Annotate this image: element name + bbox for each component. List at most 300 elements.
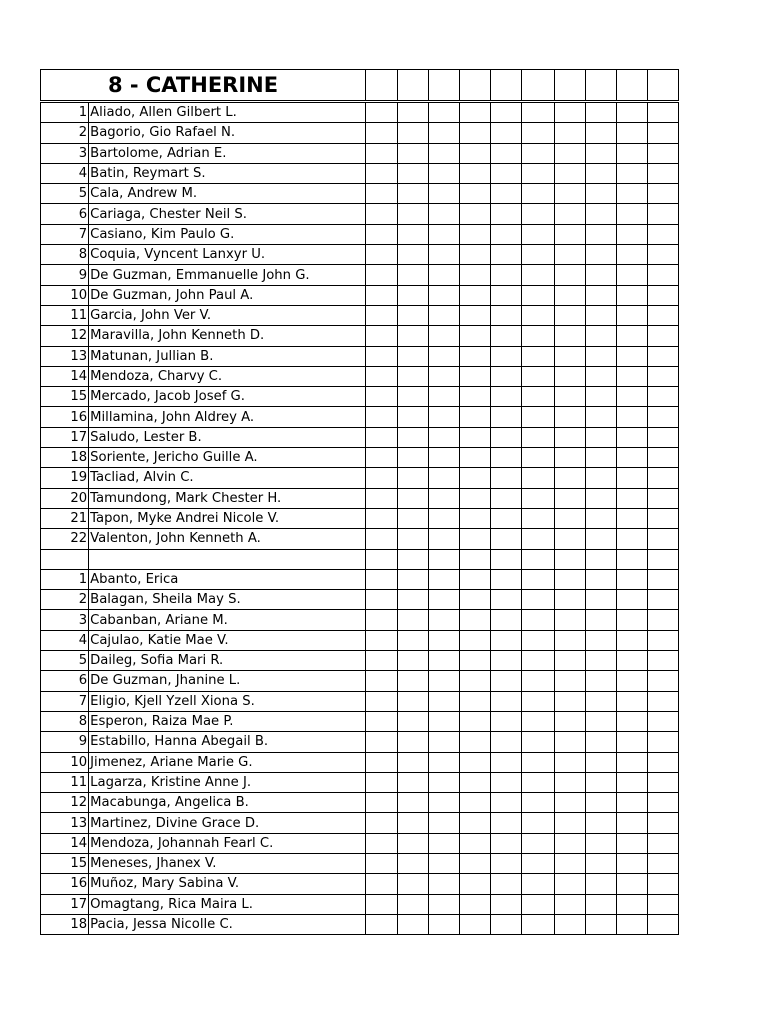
blank-cell[interactable] — [366, 813, 398, 833]
blank-cell[interactable] — [522, 326, 554, 346]
blank-cell[interactable] — [522, 630, 554, 650]
blank-cell[interactable] — [554, 143, 585, 163]
blank-cell[interactable] — [398, 346, 429, 366]
blank-cell[interactable] — [585, 549, 616, 569]
student-name-cell[interactable]: Batin, Reymart S. — [89, 163, 366, 183]
blank-cell[interactable] — [522, 853, 554, 873]
blank-cell[interactable] — [522, 407, 554, 427]
blank-cell[interactable] — [398, 184, 429, 204]
blank-cell[interactable] — [429, 853, 460, 873]
blank-cell[interactable] — [398, 224, 429, 244]
blank-cell[interactable] — [647, 853, 678, 873]
blank-cell[interactable] — [398, 691, 429, 711]
blank-cell[interactable] — [460, 752, 491, 772]
blank-cell[interactable] — [460, 102, 491, 123]
blank-cell[interactable] — [554, 488, 585, 508]
blank-cell[interactable] — [491, 752, 522, 772]
blank-cell[interactable] — [554, 346, 585, 366]
blank-cell[interactable] — [522, 448, 554, 468]
blank-cell[interactable] — [647, 387, 678, 407]
blank-cell[interactable] — [554, 590, 585, 610]
student-number-cell[interactable]: 18 — [41, 914, 89, 934]
blank-cell[interactable] — [554, 691, 585, 711]
student-number-cell[interactable]: 3 — [41, 143, 89, 163]
blank-cell[interactable] — [616, 772, 647, 792]
blank-cell[interactable] — [429, 732, 460, 752]
blank-cell[interactable] — [398, 651, 429, 671]
blank-cell[interactable] — [491, 366, 522, 386]
student-number-cell[interactable]: 4 — [41, 163, 89, 183]
blank-cell[interactable] — [522, 285, 554, 305]
student-name-cell[interactable]: Matunan, Jullian B. — [89, 346, 366, 366]
blank-cell[interactable] — [491, 569, 522, 589]
student-name-cell[interactable]: Bagorio, Gio Rafael N. — [89, 123, 366, 143]
blank-cell[interactable] — [585, 610, 616, 630]
blank-cell[interactable] — [398, 448, 429, 468]
blank-cell[interactable] — [398, 833, 429, 853]
blank-cell[interactable] — [616, 163, 647, 183]
blank-cell[interactable] — [460, 163, 491, 183]
blank-cell[interactable] — [554, 752, 585, 772]
blank-cell[interactable] — [647, 123, 678, 143]
blank-cell[interactable] — [554, 772, 585, 792]
blank-cell[interactable] — [366, 610, 398, 630]
blank-cell[interactable] — [366, 569, 398, 589]
blank-cell[interactable] — [460, 732, 491, 752]
blank-cell[interactable] — [554, 671, 585, 691]
blank-cell[interactable] — [491, 407, 522, 427]
blank-cell[interactable] — [398, 102, 429, 123]
blank-cell[interactable] — [366, 102, 398, 123]
blank-cell[interactable] — [585, 407, 616, 427]
blank-cell[interactable] — [647, 184, 678, 204]
blank-cell[interactable] — [366, 508, 398, 528]
blank-cell[interactable] — [554, 102, 585, 123]
blank-cell[interactable] — [554, 448, 585, 468]
blank-cell[interactable] — [616, 285, 647, 305]
blank-cell[interactable] — [554, 468, 585, 488]
blank-cell[interactable] — [429, 245, 460, 265]
blank-cell[interactable] — [429, 224, 460, 244]
blank-cell[interactable] — [491, 488, 522, 508]
blank-cell[interactable] — [616, 102, 647, 123]
blank-cell[interactable] — [366, 123, 398, 143]
student-name-cell[interactable]: Cabanban, Ariane M. — [89, 610, 366, 630]
blank-cell[interactable] — [366, 853, 398, 873]
blank-cell[interactable] — [616, 427, 647, 447]
blank-cell[interactable] — [554, 326, 585, 346]
blank-cell[interactable] — [366, 366, 398, 386]
blank-cell[interactable] — [616, 204, 647, 224]
blank-cell[interactable] — [429, 508, 460, 528]
blank-cell[interactable] — [647, 346, 678, 366]
blank-cell[interactable] — [491, 529, 522, 549]
blank-cell[interactable] — [398, 569, 429, 589]
blank-cell[interactable] — [366, 630, 398, 650]
blank-cell[interactable] — [398, 285, 429, 305]
blank-cell[interactable] — [554, 265, 585, 285]
blank-cell[interactable] — [647, 894, 678, 914]
blank-cell[interactable] — [522, 914, 554, 934]
student-name-cell[interactable]: Meneses, Jhanex V. — [89, 853, 366, 873]
student-number-cell[interactable]: 6 — [41, 204, 89, 224]
student-number-cell[interactable]: 8 — [41, 245, 89, 265]
blank-cell[interactable] — [616, 387, 647, 407]
blank-cell[interactable] — [491, 651, 522, 671]
blank-cell[interactable] — [398, 163, 429, 183]
blank-cell[interactable] — [522, 123, 554, 143]
blank-cell[interactable] — [616, 630, 647, 650]
blank-cell[interactable] — [398, 853, 429, 873]
blank-cell[interactable] — [429, 143, 460, 163]
blank-cell[interactable] — [366, 529, 398, 549]
blank-cell[interactable] — [647, 163, 678, 183]
blank-cell[interactable] — [554, 793, 585, 813]
blank-cell[interactable] — [522, 549, 554, 569]
blank-cell[interactable] — [616, 610, 647, 630]
blank-cell[interactable] — [585, 143, 616, 163]
blank-cell[interactable] — [585, 285, 616, 305]
blank-cell[interactable] — [647, 610, 678, 630]
student-number-cell[interactable]: 5 — [41, 184, 89, 204]
blank-cell[interactable] — [398, 610, 429, 630]
blank-cell[interactable] — [366, 833, 398, 853]
blank-cell[interactable] — [554, 407, 585, 427]
blank-cell[interactable] — [491, 326, 522, 346]
section-title[interactable]: 8 - CATHERINE — [41, 70, 366, 102]
student-name-cell[interactable]: Tapon, Myke Andrei Nicole V. — [89, 508, 366, 528]
student-name-cell[interactable]: Mendoza, Charvy C. — [89, 366, 366, 386]
blank-cell[interactable] — [522, 204, 554, 224]
blank-cell[interactable] — [585, 813, 616, 833]
blank-cell[interactable] — [616, 508, 647, 528]
blank-cell[interactable] — [398, 671, 429, 691]
blank-cell[interactable] — [398, 488, 429, 508]
student-number-cell[interactable]: 7 — [41, 224, 89, 244]
blank-cell[interactable] — [398, 549, 429, 569]
student-name-cell[interactable]: Maravilla, John Kenneth D. — [89, 326, 366, 346]
blank-cell[interactable] — [647, 691, 678, 711]
blank-cell[interactable] — [366, 488, 398, 508]
blank-cell[interactable] — [460, 874, 491, 894]
blank-cell[interactable] — [460, 813, 491, 833]
blank-cell[interactable] — [491, 102, 522, 123]
blank-cell[interactable] — [460, 204, 491, 224]
blank-cell[interactable] — [366, 346, 398, 366]
blank-cell[interactable] — [522, 346, 554, 366]
blank-cell[interactable] — [585, 70, 616, 102]
student-number-cell[interactable]: 18 — [41, 448, 89, 468]
blank-cell[interactable] — [522, 752, 554, 772]
blank-cell[interactable] — [647, 366, 678, 386]
student-name-cell[interactable]: Pacia, Jessa Nicolle C. — [89, 914, 366, 934]
blank-cell[interactable] — [585, 853, 616, 873]
blank-cell[interactable] — [460, 529, 491, 549]
student-name-cell[interactable]: De Guzman, Emmanuelle John G. — [89, 265, 366, 285]
blank-cell[interactable] — [366, 549, 398, 569]
student-number-cell[interactable]: 16 — [41, 407, 89, 427]
blank-cell[interactable] — [647, 102, 678, 123]
blank-cell[interactable] — [616, 569, 647, 589]
blank-cell[interactable] — [522, 590, 554, 610]
student-number-cell[interactable]: 2 — [41, 590, 89, 610]
blank-cell[interactable] — [491, 123, 522, 143]
blank-cell[interactable] — [585, 163, 616, 183]
blank-cell[interactable] — [522, 651, 554, 671]
blank-cell[interactable] — [398, 204, 429, 224]
blank-cell[interactable] — [647, 793, 678, 813]
blank-cell[interactable] — [647, 874, 678, 894]
blank-cell[interactable] — [585, 691, 616, 711]
blank-cell[interactable] — [429, 285, 460, 305]
blank-cell[interactable] — [522, 102, 554, 123]
blank-cell[interactable] — [522, 245, 554, 265]
blank-cell[interactable] — [616, 793, 647, 813]
blank-cell[interactable] — [460, 245, 491, 265]
student-name-cell[interactable]: Lagarza, Kristine Anne J. — [89, 772, 366, 792]
blank-cell[interactable] — [491, 894, 522, 914]
blank-cell[interactable] — [429, 265, 460, 285]
blank-cell[interactable] — [491, 508, 522, 528]
blank-cell[interactable] — [522, 387, 554, 407]
blank-cell[interactable] — [429, 813, 460, 833]
blank-cell[interactable] — [366, 874, 398, 894]
blank-cell[interactable] — [460, 448, 491, 468]
blank-cell[interactable] — [522, 366, 554, 386]
student-number-cell[interactable]: 12 — [41, 793, 89, 813]
blank-cell[interactable] — [460, 285, 491, 305]
blank-cell[interactable] — [522, 691, 554, 711]
blank-cell[interactable] — [460, 651, 491, 671]
blank-cell[interactable] — [460, 569, 491, 589]
student-name-cell[interactable]: Aliado, Allen Gilbert L. — [89, 102, 366, 123]
blank-cell[interactable] — [554, 387, 585, 407]
blank-cell[interactable] — [647, 569, 678, 589]
blank-cell[interactable] — [522, 894, 554, 914]
blank-cell[interactable] — [554, 245, 585, 265]
blank-cell[interactable] — [460, 590, 491, 610]
student-number-cell[interactable]: 9 — [41, 265, 89, 285]
blank-cell[interactable] — [554, 813, 585, 833]
blank-cell[interactable] — [398, 874, 429, 894]
student-number-cell[interactable]: 13 — [41, 813, 89, 833]
blank-cell[interactable] — [491, 184, 522, 204]
blank-cell[interactable] — [460, 772, 491, 792]
blank-cell[interactable] — [647, 732, 678, 752]
blank-cell[interactable] — [647, 427, 678, 447]
blank-cell[interactable] — [429, 204, 460, 224]
blank-cell[interactable] — [460, 914, 491, 934]
blank-cell[interactable] — [522, 265, 554, 285]
student-name-cell[interactable]: Cariaga, Chester Neil S. — [89, 204, 366, 224]
blank-cell[interactable] — [522, 508, 554, 528]
blank-cell[interactable] — [522, 184, 554, 204]
blank-cell[interactable] — [554, 651, 585, 671]
blank-cell[interactable] — [616, 691, 647, 711]
blank-cell[interactable] — [647, 651, 678, 671]
blank-cell[interactable] — [522, 813, 554, 833]
blank-cell[interactable] — [398, 630, 429, 650]
blank-cell[interactable] — [366, 732, 398, 752]
blank-cell[interactable] — [491, 853, 522, 873]
blank-cell[interactable] — [491, 163, 522, 183]
student-name-cell[interactable]: Bartolome, Adrian E. — [89, 143, 366, 163]
blank-cell[interactable] — [491, 468, 522, 488]
blank-cell[interactable] — [398, 143, 429, 163]
blank-cell[interactable] — [491, 143, 522, 163]
blank-cell[interactable] — [366, 772, 398, 792]
blank-cell[interactable] — [491, 711, 522, 731]
blank-cell[interactable] — [647, 305, 678, 325]
blank-cell[interactable] — [647, 590, 678, 610]
blank-cell[interactable] — [585, 265, 616, 285]
blank-cell[interactable] — [616, 711, 647, 731]
blank-cell[interactable] — [366, 590, 398, 610]
blank-cell[interactable] — [616, 305, 647, 325]
blank-cell[interactable] — [585, 224, 616, 244]
blank-cell[interactable] — [429, 590, 460, 610]
blank-cell[interactable] — [554, 610, 585, 630]
blank-cell[interactable] — [585, 711, 616, 731]
blank-cell[interactable] — [491, 610, 522, 630]
blank-cell[interactable] — [429, 488, 460, 508]
blank-cell[interactable] — [616, 346, 647, 366]
blank-cell[interactable] — [366, 671, 398, 691]
blank-cell[interactable] — [429, 569, 460, 589]
blank-cell[interactable] — [647, 70, 678, 102]
blank-cell[interactable] — [398, 772, 429, 792]
blank-cell[interactable] — [554, 630, 585, 650]
student-name-cell[interactable]: Estabillo, Hanna Abegail B. — [89, 732, 366, 752]
blank-cell[interactable] — [522, 529, 554, 549]
student-number-cell[interactable]: 15 — [41, 853, 89, 873]
blank-cell[interactable] — [585, 752, 616, 772]
blank-cell[interactable] — [429, 102, 460, 123]
student-number-cell[interactable]: 19 — [41, 468, 89, 488]
blank-cell[interactable] — [460, 549, 491, 569]
blank-cell[interactable] — [616, 468, 647, 488]
blank-cell[interactable] — [554, 285, 585, 305]
blank-cell[interactable] — [616, 671, 647, 691]
blank-cell[interactable] — [398, 468, 429, 488]
blank-cell[interactable] — [491, 691, 522, 711]
blank-cell[interactable] — [522, 772, 554, 792]
blank-cell[interactable] — [522, 305, 554, 325]
blank-cell[interactable] — [491, 204, 522, 224]
blank-cell[interactable] — [585, 671, 616, 691]
blank-cell[interactable] — [398, 245, 429, 265]
blank-cell[interactable] — [585, 590, 616, 610]
blank-cell[interactable] — [429, 549, 460, 569]
student-number-cell[interactable]: 17 — [41, 427, 89, 447]
blank-cell[interactable] — [616, 833, 647, 853]
blank-cell[interactable] — [616, 184, 647, 204]
student-number-cell[interactable]: 11 — [41, 772, 89, 792]
blank-cell[interactable] — [554, 508, 585, 528]
blank-cell[interactable] — [398, 326, 429, 346]
blank-cell[interactable] — [585, 448, 616, 468]
blank-cell[interactable] — [522, 833, 554, 853]
blank-cell[interactable] — [460, 70, 491, 102]
blank-cell[interactable] — [585, 833, 616, 853]
blank-cell[interactable] — [554, 711, 585, 731]
blank-cell[interactable] — [429, 630, 460, 650]
blank-cell[interactable] — [429, 772, 460, 792]
blank-cell[interactable] — [585, 123, 616, 143]
blank-cell[interactable] — [429, 833, 460, 853]
blank-cell[interactable] — [366, 427, 398, 447]
blank-cell[interactable] — [429, 163, 460, 183]
blank-cell[interactable] — [491, 70, 522, 102]
blank-cell[interactable] — [522, 711, 554, 731]
blank-cell[interactable] — [491, 813, 522, 833]
student-name-cell[interactable]: Jimenez, Ariane Marie G. — [89, 752, 366, 772]
blank-cell[interactable] — [554, 914, 585, 934]
blank-cell[interactable] — [429, 671, 460, 691]
blank-cell[interactable] — [366, 407, 398, 427]
blank-cell[interactable] — [460, 488, 491, 508]
blank-cell[interactable] — [522, 427, 554, 447]
blank-cell[interactable] — [616, 448, 647, 468]
blank-cell[interactable] — [647, 407, 678, 427]
blank-cell[interactable] — [554, 853, 585, 873]
blank-cell[interactable] — [585, 346, 616, 366]
blank-cell[interactable] — [460, 610, 491, 630]
blank-cell[interactable] — [554, 366, 585, 386]
blank-cell[interactable] — [522, 569, 554, 589]
blank-cell[interactable] — [616, 853, 647, 873]
blank-cell[interactable] — [554, 204, 585, 224]
student-name-cell[interactable]: Coquia, Vyncent Lanxyr U. — [89, 245, 366, 265]
student-name-cell[interactable]: Garcia, John Ver V. — [89, 305, 366, 325]
blank-cell[interactable] — [647, 529, 678, 549]
blank-cell[interactable] — [460, 184, 491, 204]
blank-cell[interactable] — [616, 529, 647, 549]
blank-cell[interactable] — [554, 427, 585, 447]
student-number-cell[interactable]: 6 — [41, 671, 89, 691]
blank-cell[interactable] — [429, 387, 460, 407]
blank-cell[interactable] — [366, 143, 398, 163]
blank-cell[interactable] — [491, 346, 522, 366]
blank-cell[interactable] — [554, 70, 585, 102]
blank-cell[interactable] — [616, 732, 647, 752]
blank-cell[interactable] — [554, 874, 585, 894]
student-number-cell[interactable]: 9 — [41, 732, 89, 752]
student-name-cell[interactable]: Tacliad, Alvin C. — [89, 468, 366, 488]
blank-cell[interactable] — [398, 70, 429, 102]
blank-cell[interactable] — [616, 874, 647, 894]
blank-cell[interactable] — [585, 894, 616, 914]
blank-cell[interactable] — [366, 651, 398, 671]
blank-cell[interactable] — [585, 630, 616, 650]
student-number-cell[interactable]: 15 — [41, 387, 89, 407]
blank-cell[interactable] — [429, 894, 460, 914]
student-number-cell[interactable]: 3 — [41, 610, 89, 630]
blank-cell[interactable] — [585, 366, 616, 386]
blank-cell[interactable] — [585, 569, 616, 589]
blank-cell[interactable] — [647, 630, 678, 650]
blank-cell[interactable] — [429, 70, 460, 102]
blank-cell[interactable] — [491, 305, 522, 325]
blank-cell[interactable] — [429, 793, 460, 813]
blank-cell[interactable] — [554, 123, 585, 143]
blank-cell[interactable] — [366, 793, 398, 813]
blank-cell[interactable] — [491, 224, 522, 244]
blank-cell[interactable] — [554, 894, 585, 914]
blank-cell[interactable] — [554, 529, 585, 549]
student-number-cell[interactable]: 14 — [41, 833, 89, 853]
blank-cell[interactable] — [429, 691, 460, 711]
